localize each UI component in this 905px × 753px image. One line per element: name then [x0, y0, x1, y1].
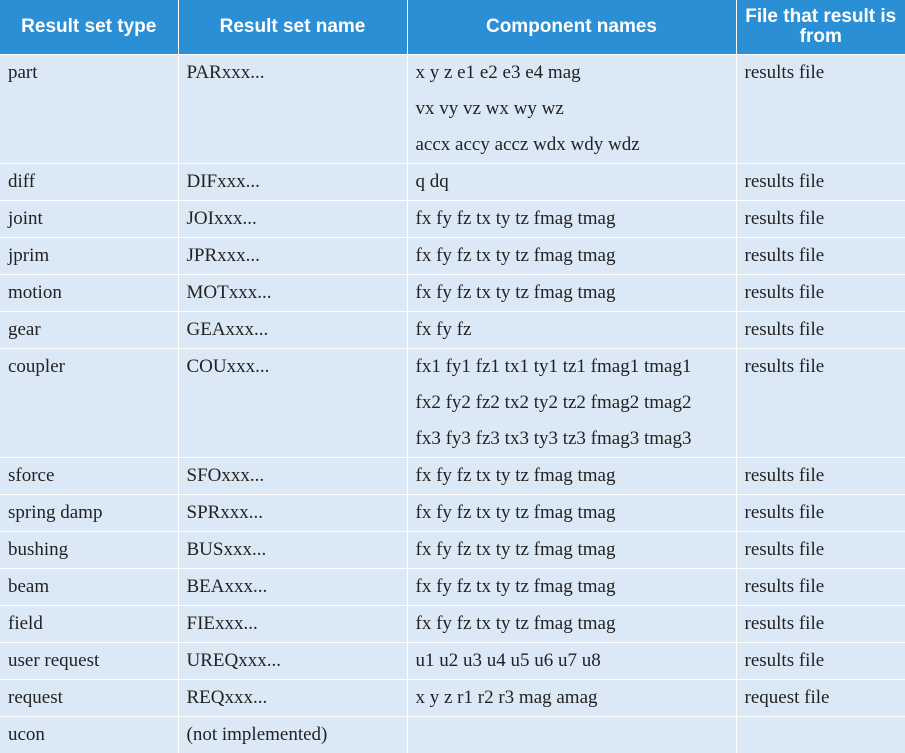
source-file-cell — [736, 494, 905, 531]
result-set-name: BUSxxx... — [186, 538, 267, 560]
component-names-line: fx fy fz tx ty tz fmag tmag — [415, 612, 616, 634]
result-set-name-cell — [178, 679, 407, 716]
result-set-type: sforce — [8, 464, 55, 486]
component-names-line: fx fy fz tx ty tz fmag tmag — [415, 538, 616, 560]
component-names-cell — [407, 54, 736, 163]
table-row — [0, 679, 905, 716]
source-file: results file — [744, 612, 825, 634]
header-file-source: File that result is from — [736, 0, 905, 54]
result-set-name: GEAxxx... — [186, 318, 269, 340]
result-set-name-cell — [178, 568, 407, 605]
result-set-name-cell — [178, 274, 407, 311]
source-file: results file — [744, 244, 825, 266]
source-file-cell — [736, 642, 905, 679]
result-set-name: JOIxxx... — [186, 207, 257, 229]
result-set-type-cell — [0, 457, 178, 494]
component-names-cell — [407, 163, 736, 200]
result-set-name-cell — [178, 531, 407, 568]
result-set-name: REQxxx... — [186, 686, 268, 708]
component-names-cell — [407, 642, 736, 679]
source-file-cell — [736, 457, 905, 494]
source-file: results file — [744, 501, 825, 523]
result-set-type-cell — [0, 348, 178, 457]
component-names-cell — [407, 494, 736, 531]
source-file — [745, 717, 898, 753]
component-names-cell — [407, 568, 736, 605]
result-set-name: MOTxxx... — [186, 281, 272, 303]
table-row — [0, 494, 905, 531]
component-names-line: fx fy fz tx ty tz fmag tmag — [415, 501, 616, 523]
table-row — [0, 311, 905, 348]
source-file: results file — [744, 575, 825, 597]
source-file-cell — [736, 274, 905, 311]
result-set-type: request — [8, 686, 63, 708]
result-set-type: jprim — [8, 244, 50, 266]
component-names-line: fx fy fz tx ty tz fmag tmag — [415, 575, 616, 597]
source-file: request file — [744, 686, 830, 708]
component-names-line: fx fy fz tx ty tz fmag tmag — [415, 281, 616, 303]
result-set-type: diff — [8, 170, 36, 192]
result-set-type-cell — [0, 716, 178, 753]
source-file-cell — [736, 311, 905, 348]
source-file: results file — [744, 538, 825, 560]
result-set-type-cell — [0, 311, 178, 348]
result-set-name: DIFxxx... — [186, 170, 260, 192]
result-set-type-cell — [0, 531, 178, 568]
result-set-name-cell — [178, 457, 407, 494]
header-component-names: Component names — [407, 0, 736, 54]
component-names-line: x y z r1 r2 r3 mag amag — [415, 686, 598, 708]
result-set-type-cell — [0, 679, 178, 716]
component-names-cell — [407, 605, 736, 642]
table-row — [0, 274, 905, 311]
result-set-type-cell — [0, 605, 178, 642]
table-body — [0, 54, 905, 753]
result-set-type: field — [8, 612, 43, 634]
result-set-type-cell — [0, 642, 178, 679]
source-file: results file — [744, 61, 825, 83]
source-file: results file — [744, 318, 825, 340]
table-row — [0, 531, 905, 568]
component-names-cell — [407, 237, 736, 274]
component-names-line: fx fy fz tx ty tz fmag tmag — [415, 244, 616, 266]
result-set-name: UREQxxx... — [186, 649, 281, 671]
component-names-cell — [407, 348, 736, 457]
result-set-name-cell — [178, 311, 407, 348]
result-set-name: JPRxxx... — [186, 244, 260, 266]
component-names-line: accx accy accz wdx wdy wdz — [415, 133, 640, 155]
header-result-set-type: Result set type — [0, 0, 178, 54]
table-row — [0, 348, 905, 457]
result-set-type: ucon — [8, 723, 45, 745]
table-row — [0, 642, 905, 679]
component-names-line: fx1 fy1 fz1 tx1 ty1 tz1 fmag1 tmag1 — [415, 355, 692, 377]
component-names-line: x y z e1 e2 e3 e4 mag — [415, 61, 581, 83]
result-set-name-cell — [178, 716, 407, 753]
source-file-cell — [736, 200, 905, 237]
component-names-line: fx fy fz tx ty tz fmag tmag — [415, 207, 616, 229]
result-set-name: SPRxxx... — [186, 501, 264, 523]
component-names-cell — [407, 274, 736, 311]
source-file: results file — [744, 281, 825, 303]
table-row — [0, 200, 905, 237]
result-set-name-cell — [178, 642, 407, 679]
source-file-cell — [736, 716, 905, 753]
component-names-line — [416, 717, 728, 753]
component-names-cell — [407, 531, 736, 568]
result-set-type-cell — [0, 163, 178, 200]
header-row — [0, 0, 905, 54]
source-file-cell — [736, 54, 905, 163]
table-row — [0, 568, 905, 605]
result-set-type: coupler — [8, 355, 65, 377]
source-file: results file — [744, 649, 825, 671]
source-file-cell — [736, 605, 905, 642]
result-set-name-cell — [178, 54, 407, 163]
result-set-type: beam — [8, 575, 50, 597]
table-row — [0, 163, 905, 200]
result-set-name-cell — [178, 494, 407, 531]
result-set-name-cell — [178, 163, 407, 200]
result-set-type-cell — [0, 568, 178, 605]
source-file: results file — [744, 355, 825, 377]
result-set-name-cell — [178, 237, 407, 274]
result-set-type-cell — [0, 494, 178, 531]
component-names-cell — [407, 716, 736, 753]
source-file-cell — [736, 237, 905, 274]
result-set-type: part — [8, 61, 38, 83]
component-names-line: fx3 fy3 fz3 tx3 ty3 tz3 fmag3 tmag3 — [415, 427, 692, 449]
source-file: results file — [744, 207, 825, 229]
result-set-name: BEAxxx... — [186, 575, 268, 597]
result-set-type: gear — [8, 318, 41, 340]
source-file-cell — [736, 679, 905, 716]
table-row — [0, 457, 905, 494]
result-set-name: COUxxx... — [186, 355, 270, 377]
result-set-type-cell — [0, 274, 178, 311]
result-set-name-cell — [178, 605, 407, 642]
result-set-type: joint — [8, 207, 43, 229]
component-names-line: vx vy vz wx wy wz — [415, 97, 564, 119]
table-row — [0, 605, 905, 642]
result-set-type: user request — [8, 649, 100, 671]
result-set-type-cell — [0, 200, 178, 237]
component-names-cell — [407, 679, 736, 716]
source-file-cell — [736, 163, 905, 200]
result-set-name: SFOxxx... — [186, 464, 265, 486]
source-file-cell — [736, 531, 905, 568]
source-file: results file — [744, 170, 825, 192]
component-names-line: fx2 fy2 fz2 tx2 ty2 tz2 fmag2 tmag2 — [415, 391, 692, 413]
component-names-cell — [407, 457, 736, 494]
source-file-cell — [736, 348, 905, 457]
source-file: results file — [744, 464, 825, 486]
result-set-type: spring damp — [8, 501, 103, 523]
result-set-type-cell — [0, 237, 178, 274]
result-set-name: PARxxx... — [186, 61, 265, 83]
result-set-name-cell — [178, 348, 407, 457]
result-set-name-cell — [178, 200, 407, 237]
component-names-line: fx fy fz — [415, 318, 472, 340]
component-names-cell — [407, 200, 736, 237]
result-set-type-cell — [0, 54, 178, 163]
component-names-line: fx fy fz tx ty tz fmag tmag — [415, 464, 616, 486]
table-row — [0, 716, 905, 753]
table-row — [0, 237, 905, 274]
result-set-type: motion — [8, 281, 62, 303]
table-row — [0, 54, 905, 163]
component-names-line: u1 u2 u3 u4 u5 u6 u7 u8 — [415, 649, 601, 671]
result-set-name: (not implemented) — [186, 723, 328, 745]
source-file-cell — [736, 568, 905, 605]
result-set-name: FIExxx... — [186, 612, 258, 634]
result-set-type: bushing — [8, 538, 69, 560]
component-names-line: q dq — [415, 170, 449, 192]
header-result-set-name: Result set name — [178, 0, 407, 54]
component-names-cell — [407, 311, 736, 348]
